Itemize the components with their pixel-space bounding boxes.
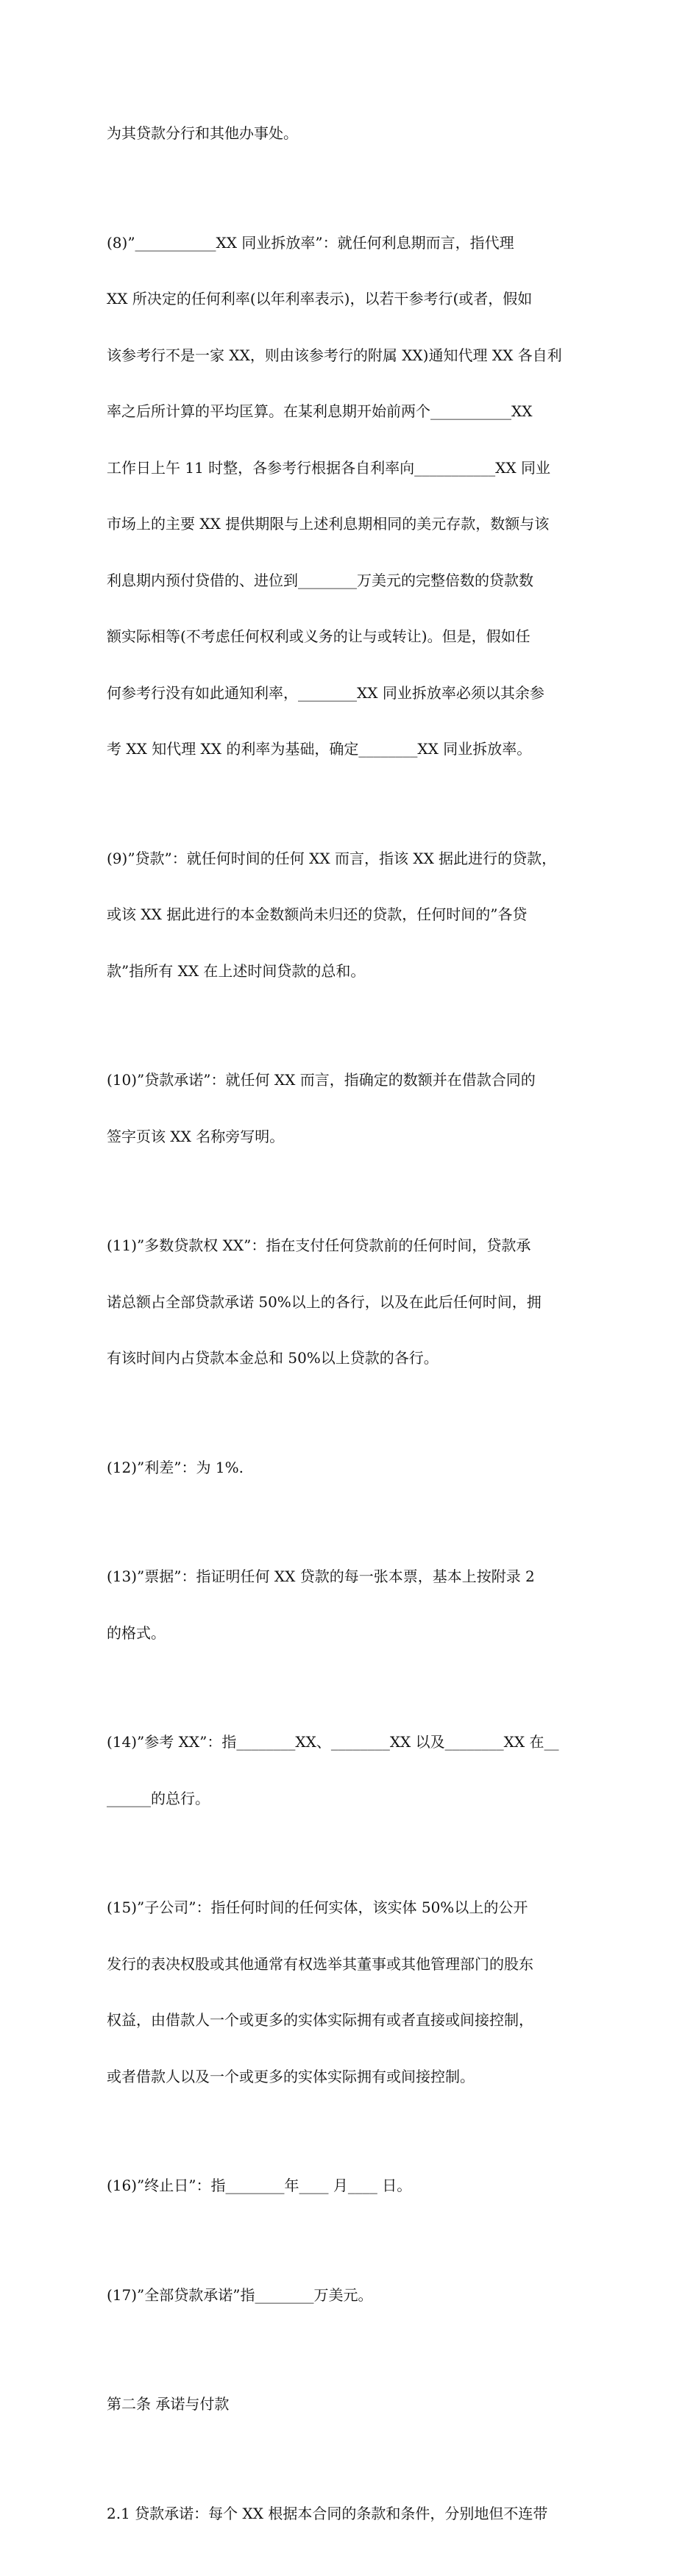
- text-line: (16)”终止日”：指________年____ 月____ 日。: [107, 2177, 412, 2194]
- text-line: 第二条 承诺与付款: [107, 2395, 230, 2413]
- text-line: 发行的表决权股或其他通常有权选举其董事或其他管理部门的股东: [107, 1954, 533, 1973]
- text-line: (13)”票据”：指证明任何 XX 贷款的每一张本票，基本上按附录 2: [107, 1568, 535, 1585]
- text-line: 有该时间内占贷款本金总和 50%以上贷款的各行。: [107, 1349, 439, 1367]
- text-line: ______的总行。: [107, 1789, 210, 1807]
- text-line: (10)”贷款承诺”：就任何 XX 而言，指确定的数额并在借款合同的: [107, 1071, 536, 1089]
- text-line: (12)”利差”：为 1%.: [107, 1458, 244, 1476]
- text-line: (17)”全部贷款承诺”指________万美元。: [107, 2285, 373, 2304]
- text-line: 或者借款人以及一个或更多的实体实际拥有或间接控制。: [107, 2067, 475, 2085]
- text-line: 为其贷款分行和其他办事处。: [107, 124, 298, 142]
- paragraph-definition-11: [107, 1199, 598, 1406]
- text-line: 额实际相等(不考虑任何权利或义务的让与或转让)。但是，假如任: [107, 627, 531, 645]
- text-line: 权益，由借款人一个或更多的实体实际拥有或者直接或间接控制，: [107, 2011, 533, 2029]
- text-line: (15)”子公司”：指任何时间的任何实体，该实体 50%以上的公开: [107, 1899, 528, 1916]
- text-line: 率之后所计算的平均匡算。在某利息期开始前两个___________XX: [107, 402, 533, 420]
- paragraph-definition-9: [107, 812, 598, 1019]
- text-line: 签字页该 XX 名称旁写明。: [107, 1127, 285, 1145]
- paragraph-definition-10: [107, 1033, 598, 1184]
- paragraph-definition-8: [107, 196, 598, 797]
- text-line: 利息期内预付贷借的、进位到________万美元的完整倍数的贷款数: [107, 571, 533, 589]
- text-line: 诺总额占全部贷款承诺 50%以上的各行，以及在此后任何时间，拥: [107, 1292, 542, 1311]
- text-line: 款”指所有 XX 在上述时间贷款的总和。: [107, 961, 366, 980]
- text-line: (8)”___________XX 同业拆放率”：就任何利息期而言，指代理: [107, 233, 514, 252]
- paragraph-definition-15: [107, 1861, 598, 2124]
- text-line: 2.1 贷款承诺：每个 XX 根据本合同的条款和条件，分别地但不连带: [107, 2504, 548, 2522]
- paragraph-definition-12: [107, 1421, 598, 1515]
- text-line: 的格式。: [107, 1623, 166, 1642]
- section-heading-article-2: [107, 2358, 598, 2452]
- text-line: 何参考行没有如此通知利率，________XX 同业拆放率必须以其余参: [107, 683, 544, 702]
- paragraph-definition-14: [107, 1696, 598, 1846]
- text-line: 工作日上午 11 时整，各参考行根据各自利率向___________XX 同业: [107, 458, 550, 477]
- paragraph-2-1: [107, 2467, 598, 2561]
- text-line: 该参考行不是一家 XX，则由该参考行的附属 XX)通知代理 XX 各自利: [107, 346, 562, 364]
- paragraph-definition-16: [107, 2139, 598, 2233]
- paragraph-intro: [107, 87, 598, 181]
- text-line: 考 XX 知代理 XX 的利率为基础，确定________XX 同业拆放率。: [107, 740, 532, 758]
- paragraph-definition-17: [107, 2249, 598, 2343]
- text-line: 市场上的主要 XX 提供期限与上述利息期相同的美元存款，数额与该: [107, 515, 550, 533]
- text-line: (11)”多数贷款权 XX”：指在支付任何贷款前的任何时间，贷款承: [107, 1237, 531, 1254]
- paragraph-definition-13: [107, 1530, 598, 1680]
- text-line: 或该 XX 据此进行的本金数额尚未归还的贷款，任何时间的”各贷: [107, 905, 528, 923]
- text-line: (14)”参考 XX”：指________XX、________XX 以及________XX 在__: [107, 1733, 559, 1751]
- document-page: [107, 87, 598, 2576]
- text-line: XX 所决定的任何利率(以年利率表示)，以若干参考行(或者，假如: [107, 290, 533, 307]
- text-line: (9)”贷款”：就任何时间的任何 XX 而言，指该 XX 据此进行的贷款，: [107, 849, 557, 867]
